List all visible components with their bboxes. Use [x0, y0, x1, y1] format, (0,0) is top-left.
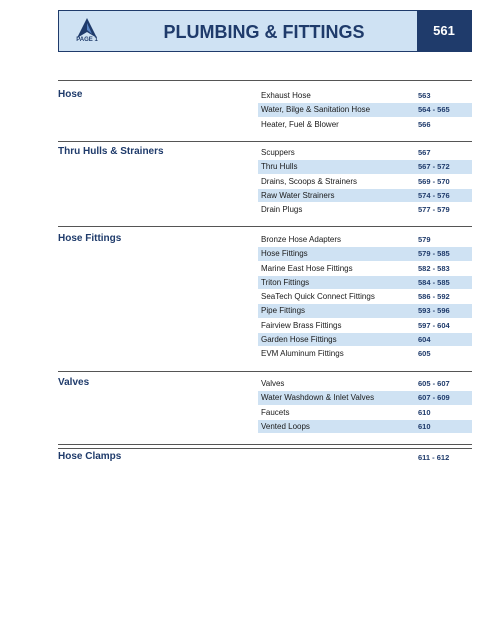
item-name[interactable]: Hose Fittings: [261, 249, 308, 259]
item-pages[interactable]: 579 - 585: [418, 249, 450, 259]
list-item[interactable]: [258, 304, 472, 318]
item-pages[interactable]: 597 - 604: [418, 320, 450, 330]
item-pages[interactable]: 611 - 612: [418, 453, 450, 462]
section-divider: [58, 448, 472, 449]
item-name[interactable]: Drain Plugs: [261, 205, 303, 215]
item-pages[interactable]: 582 - 583: [418, 263, 450, 273]
item-name[interactable]: Water Washdown & Inlet Valves: [261, 393, 375, 403]
list-item[interactable]: [258, 160, 472, 174]
page-title: PLUMBING & FITTINGS: [163, 22, 365, 42]
list-item[interactable]: [258, 276, 472, 290]
list-item[interactable]: [258, 103, 472, 117]
item-pages[interactable]: 610: [418, 407, 431, 417]
list-item[interactable]: [258, 189, 472, 203]
item-pages[interactable]: 593 - 596: [418, 306, 450, 316]
item-name[interactable]: Drains, Scoops & Strainers: [261, 176, 358, 186]
item-name[interactable]: Triton Fittings: [261, 277, 310, 287]
list-item[interactable]: [258, 146, 472, 160]
item-name[interactable]: Fairview Brass Fittings: [261, 320, 342, 330]
item-pages[interactable]: 574 - 576: [418, 190, 450, 200]
item-name[interactable]: Faucets: [261, 407, 290, 417]
section-divider: [58, 371, 472, 372]
item-pages[interactable]: 564 - 565: [418, 105, 450, 115]
item-name[interactable]: SeaTech Quick Connect Fittings: [261, 292, 375, 302]
item-pages[interactable]: 567 - 572: [418, 162, 450, 172]
section-title: Valves: [58, 377, 90, 388]
item-name[interactable]: Thru Hulls: [261, 162, 298, 172]
item-name[interactable]: Raw Water Strainers: [261, 190, 335, 200]
list-item[interactable]: [258, 175, 472, 189]
item-pages[interactable]: 579: [418, 235, 431, 244]
item-pages[interactable]: 577 - 579: [418, 205, 450, 215]
list-item[interactable]: [258, 233, 472, 247]
list-item[interactable]: [258, 89, 472, 103]
item-name[interactable]: Garden Hose Fittings: [261, 335, 337, 345]
list-item[interactable]: [258, 347, 472, 361]
list-item[interactable]: [258, 333, 472, 347]
list-item[interactable]: [258, 451, 472, 465]
logo-page-label[interactable]: PAGE 1: [76, 37, 98, 43]
page-number: 561: [417, 11, 471, 51]
list-item[interactable]: [258, 319, 472, 333]
section-title: Hose: [58, 89, 83, 100]
item-pages[interactable]: 604: [418, 335, 431, 345]
item-name[interactable]: Water, Bilge & Sanitation Hose: [261, 105, 371, 115]
item-name[interactable]: Exhaust Hose: [261, 91, 311, 100]
item-pages[interactable]: 605: [418, 349, 431, 359]
section-title: Hose Clamps: [58, 451, 122, 462]
list-item[interactable]: [258, 391, 472, 405]
section-divider: [58, 141, 472, 142]
item-pages[interactable]: 605 - 607: [418, 379, 450, 388]
list-item[interactable]: [258, 262, 472, 276]
item-name[interactable]: Bronze Hose Adapters: [261, 235, 342, 244]
section-title: Thru Hulls & Strainers: [58, 146, 164, 157]
item-name[interactable]: Pipe Fittings: [261, 306, 306, 316]
page-header: [58, 10, 472, 52]
item-name[interactable]: Vented Loops: [261, 421, 310, 431]
item-name[interactable]: Marine East Hose Fittings: [261, 263, 353, 273]
list-item[interactable]: [258, 247, 472, 261]
section-title: Hose Fittings: [58, 233, 122, 244]
list-item[interactable]: [258, 377, 472, 391]
item-pages[interactable]: 563: [418, 91, 431, 100]
list-item[interactable]: [258, 406, 472, 420]
section-divider: [58, 444, 472, 445]
item-pages[interactable]: 566: [418, 119, 431, 129]
section-divider: [58, 226, 472, 227]
item-name[interactable]: Heater, Fuel & Blower: [261, 119, 339, 129]
top-divider: [58, 80, 472, 81]
list-item[interactable]: [258, 118, 472, 132]
item-name[interactable]: EVM Aluminum Fittings: [261, 349, 344, 359]
item-pages[interactable]: 584 - 585: [418, 277, 450, 287]
item-pages[interactable]: 610: [418, 421, 431, 431]
item-pages[interactable]: 607 - 609: [418, 393, 450, 403]
item-pages[interactable]: 569 - 570: [418, 176, 450, 186]
list-item[interactable]: [258, 203, 472, 217]
item-pages[interactable]: 567: [418, 148, 431, 157]
list-item[interactable]: [258, 290, 472, 304]
item-name[interactable]: Valves: [261, 379, 285, 388]
list-item[interactable]: [258, 420, 472, 434]
item-pages[interactable]: 586 - 592: [418, 292, 450, 302]
item-name[interactable]: Scuppers: [261, 148, 295, 157]
